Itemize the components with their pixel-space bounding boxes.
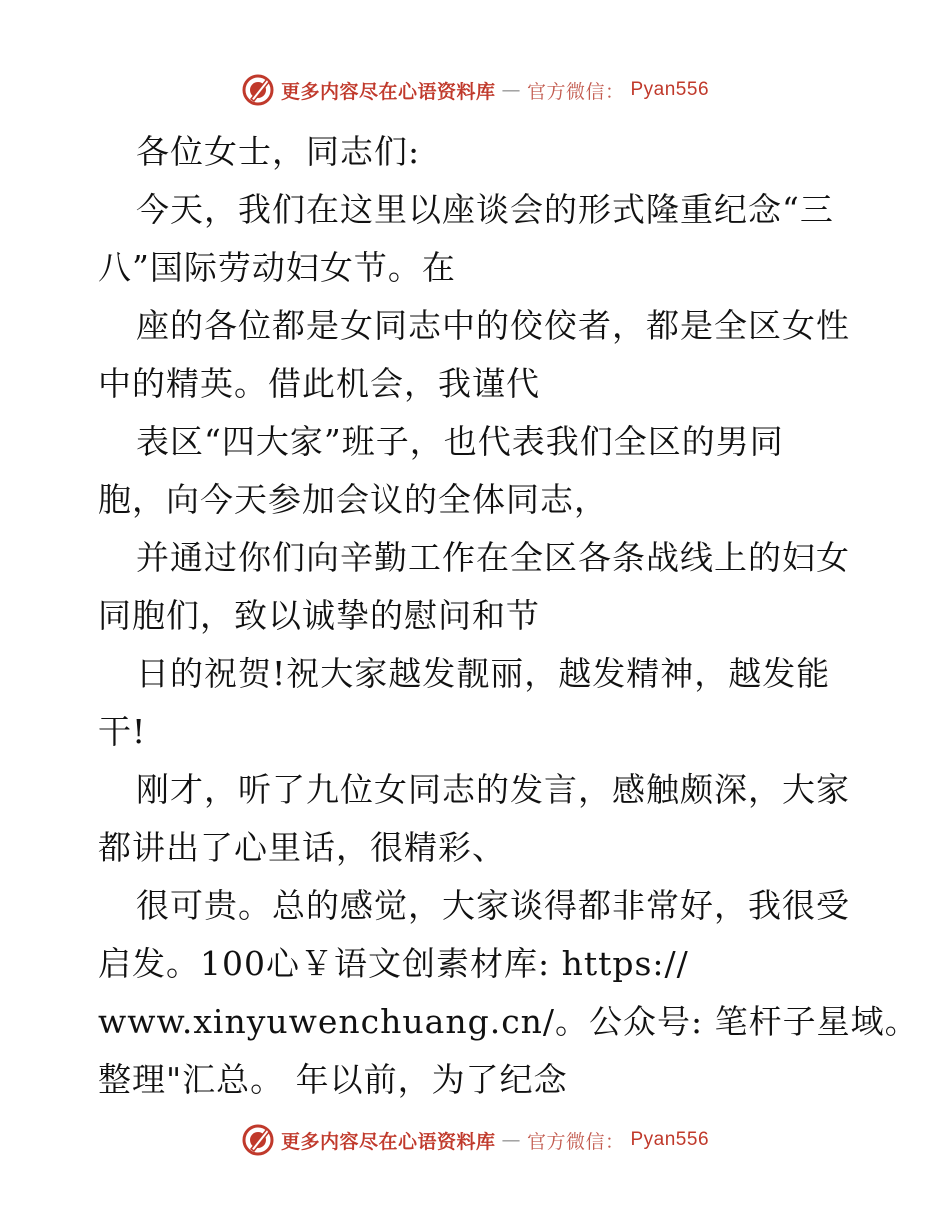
body-line: 都讲出了心里话，很精彩、 [98, 828, 506, 867]
header-banner [0, 70, 950, 110]
quill-logo-icon [241, 73, 275, 107]
body-line: www.xinyuwenchuang.cn/。公众号: 笔杆子星域。 [98, 1002, 919, 1041]
body-line: 胞，向今天参加会议的全体同志， [98, 480, 608, 519]
footer-banner [0, 1120, 950, 1160]
body-line: 八”国际劳动妇女节。在 [98, 248, 456, 287]
body-line: 同胞们，致以诚挚的慰问和节 [98, 596, 540, 635]
header-main-text: 更多内容尽在心语资料库 [280, 80, 496, 103]
header-wechat-label: 官方微信： [526, 80, 625, 103]
footer-wechat-id: Pyan556 [630, 1129, 710, 1150]
body-line: 各位女士，同志们: [136, 132, 421, 171]
body-line: 日的祝贺!祝大家越发靓丽，越发精神，越发能 [136, 654, 831, 693]
body-line: 座的各位都是女同志中的佼佼者，都是全区女性 [136, 306, 850, 345]
header-wechat-id: Pyan556 [630, 79, 710, 100]
body-line: 整理"汇总。 年以前，为了纪念 [98, 1060, 568, 1099]
footer-main-text: 更多内容尽在心语资料库 [280, 1130, 496, 1153]
document-body [98, 123, 919, 1109]
quill-logo-icon [241, 1123, 275, 1157]
header-separator: — [501, 79, 521, 101]
body-line: 并通过你们向辛勤工作在全区各条战线上的妇女 [136, 538, 850, 577]
footer-separator: — [501, 1129, 521, 1151]
footer-wechat-label: 官方微信： [526, 1130, 625, 1153]
body-line: 干! [98, 712, 147, 751]
body-line: 中的精英。借此机会，我谨代 [98, 364, 540, 403]
body-line: 启发。100心￥语文创素材库: https:// [98, 944, 689, 983]
body-line: 很可贵。总的感觉，大家谈得都非常好，我很受 [136, 886, 850, 925]
body-line: 刚才，听了九位女同志的发言，感触颇深，大家 [136, 770, 850, 809]
body-line: 今天，我们在这里以座谈会的形式隆重纪念“三 [136, 190, 834, 229]
body-line: 表区“四大家”班子，也代表我们全区的男同 [136, 422, 784, 461]
